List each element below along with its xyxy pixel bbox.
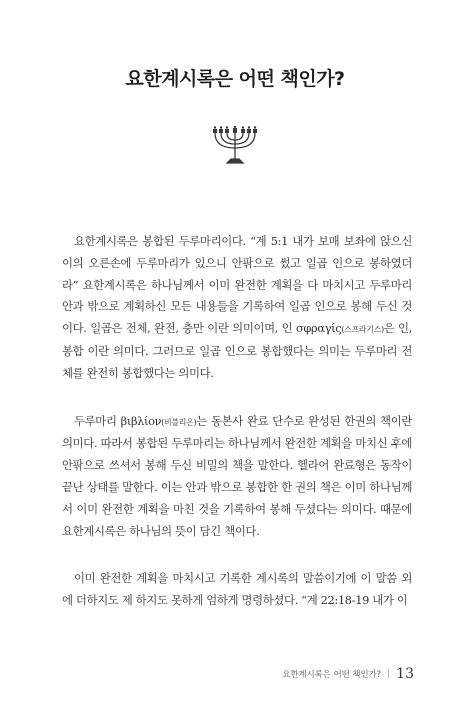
page-title: 요한계시록은 어떤 책인가? bbox=[125, 68, 345, 90]
paragraph-3 bbox=[62, 568, 412, 612]
transliteration-note: (비블리온) bbox=[161, 417, 197, 427]
footer-separator: | bbox=[387, 669, 391, 679]
page-footer bbox=[282, 666, 414, 682]
running-title: 요한계시록은 어떤 책인가? bbox=[282, 669, 382, 679]
body-text bbox=[62, 231, 412, 612]
paragraph-1 bbox=[62, 231, 412, 385]
paragraph-text: 이미 완전한 계획을 마치시고 기록한 계시록의 말씀이기에 이 말씀 외에 더하지도 제 하지도 못하게 엄하게 명령하셨다. “계 22:18-19 내가 이 bbox=[62, 571, 412, 608]
paragraph-text: 두루마리 βιβλίον bbox=[74, 413, 162, 428]
paragraph-text: 는 동본사 완료 단수로 완성된 한권의 책이란 의미다. 따라서 봉합된 두루마리는 하나님께서 완전한 계획을 마치신 후에 안팎으로 쓰셔서 봉해 두신 비밀의 책을 말한다. 헬라어 완료형은 동작이 끝난 상태를 말한다. 이는 안과 밖으로 봉합한 한 권의 책은 이미 하나님께서 이미 완전한 계획을 마친 것을 기록하여 봉해 두셨다는 의미다. 때문에 요한계시록은 하나님의 뜻이 담긴 책이다. bbox=[62, 413, 412, 538]
transliteration-note: (스프라기스) bbox=[341, 325, 384, 335]
menorah-icon bbox=[211, 126, 259, 166]
paragraph-2 bbox=[62, 411, 412, 543]
paragraph-text: 은 인, 봉합 이란 의미다. 그러므로 일곱 인으로 봉합했다는 의미는 두루마리 전체를 완전히 봉합했다는 의미다. bbox=[62, 321, 412, 380]
paragraph-text: 요한계시록은 봉합된 두루마리이다. “계 5:1 내가 보매 보좌에 앉으신 이의 오른손에 두루마리가 있으니 안팎으로 썼고 일곱 인으로 봉하였더라” 요한계시록은 하나님께서 이미 완전한 계획을 다 마치시고 두루마리 안과 밖으로 계획하신 모든 내용들을 기록하여 일곱 인으로 봉해 두신 것이다. 일곱은 전체, 완전, 충만 이란 의미이며, 인 σφραγίς bbox=[62, 234, 412, 336]
page-number: 13 bbox=[396, 666, 414, 682]
